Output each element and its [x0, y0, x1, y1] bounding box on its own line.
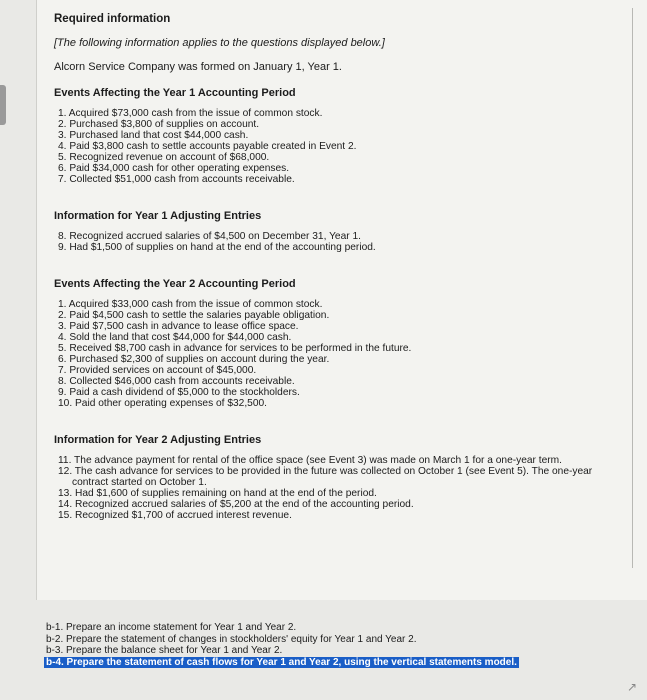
- list-item: 12. The cash advance for services to be provided in the future was collected on October 1 (see Event 5). The one-year contract started on October 1.: [58, 466, 593, 488]
- year1-adjusting-list: [54, 231, 624, 253]
- list-item: 5. Received $8,700 cash in advance for services to be performed in the future.: [58, 343, 412, 354]
- left-edge-tab: [0, 85, 6, 125]
- list-item: 4. Sold the land that cost $44,000 for $44,000 cash.: [58, 332, 292, 343]
- right-edge-divider: [632, 8, 633, 568]
- list-item: 15. Recognized $1,700 of accrued interest revenue.: [58, 510, 292, 521]
- section-heading-year1-adjusting: Information for Year 1 Adjusting Entries: [54, 210, 262, 222]
- list-item: 3. Purchased land that cost $44,000 cash.: [58, 130, 249, 141]
- task-tabs: [46, 622, 519, 668]
- year2-adjusting-list: [54, 455, 624, 521]
- year1-events-list: [54, 108, 624, 185]
- task-b3-tab[interactable]: b-3. Prepare the balance sheet for Year 1 and Year 2.: [46, 645, 283, 656]
- information-panel: [54, 12, 624, 521]
- list-item: 1. Acquired $73,000 cash from the issue of common stock.: [58, 108, 323, 119]
- year2-events-list: [54, 299, 624, 409]
- list-item: 14. Recognized accrued salaries of $5,200 at the end of the accounting period.: [58, 499, 414, 510]
- list-item: 11. The advance payment for rental of the office space (see Event 3) was made on March 1 for a one-year term.: [58, 455, 562, 466]
- list-item: 7. Provided services on account of $45,000.: [58, 365, 257, 376]
- list-item: 13. Had $1,600 of supplies remaining on hand at the end of the period.: [58, 488, 377, 499]
- section-heading-year2-adjusting: Information for Year 2 Adjusting Entries: [54, 434, 262, 446]
- expand-arrow-icon[interactable]: ↗: [627, 680, 638, 694]
- list-item: 6. Purchased $2,300 of supplies on account during the year.: [58, 354, 330, 365]
- section-heading-year1-events: Events Affecting the Year 1 Accounting Period: [54, 87, 296, 99]
- list-item: 8. Recognized accrued salaries of $4,500 on December 31, Year 1.: [58, 231, 361, 242]
- section-heading-year2-events: Events Affecting the Year 2 Accounting Period: [54, 278, 296, 290]
- list-item: 6. Paid $34,000 cash for other operating expenses.: [58, 163, 290, 174]
- task-b1-tab[interactable]: b-1. Prepare an income statement for Year 1 and Year 2.: [46, 622, 297, 633]
- list-item: 8. Collected $46,000 cash from accounts receivable.: [58, 376, 295, 387]
- task-b2-tab[interactable]: b-2. Prepare the statement of changes in stockholders' equity for Year 1 and Year 2.: [46, 633, 417, 645]
- applies-note: [The following information applies to the questions displayed below.]: [54, 37, 385, 49]
- list-item: 2. Paid $4,500 cash to settle the salaries payable obligation.: [58, 310, 330, 321]
- company-intro: Alcorn Service Company was formed on January 1, Year 1.: [54, 61, 342, 73]
- list-item: 7. Collected $51,000 cash from accounts receivable.: [58, 174, 295, 185]
- task-b4-tab-active[interactable]: b-4. Prepare the statement of cash flows for Year 1 and Year 2, using the vertical statements model.: [46, 656, 517, 668]
- page-title: Required information: [54, 13, 171, 25]
- list-item: 1. Acquired $33,000 cash from the issue of common stock.: [58, 299, 323, 310]
- list-item: 2. Purchased $3,800 of supplies on account.: [58, 119, 260, 130]
- list-item: 9. Had $1,500 of supplies on hand at the end of the accounting period.: [58, 242, 376, 253]
- list-item: 4. Paid $3,800 cash to settle accounts payable created in Event 2.: [58, 141, 357, 152]
- list-item: 10. Paid other operating expenses of $32,500.: [58, 398, 267, 409]
- list-item: 5. Recognized revenue on account of $68,000.: [58, 152, 270, 163]
- list-item: 9. Paid a cash dividend of $5,000 to the stockholders.: [58, 387, 300, 398]
- list-item: 3. Paid $7,500 cash in advance to lease office space.: [58, 321, 299, 332]
